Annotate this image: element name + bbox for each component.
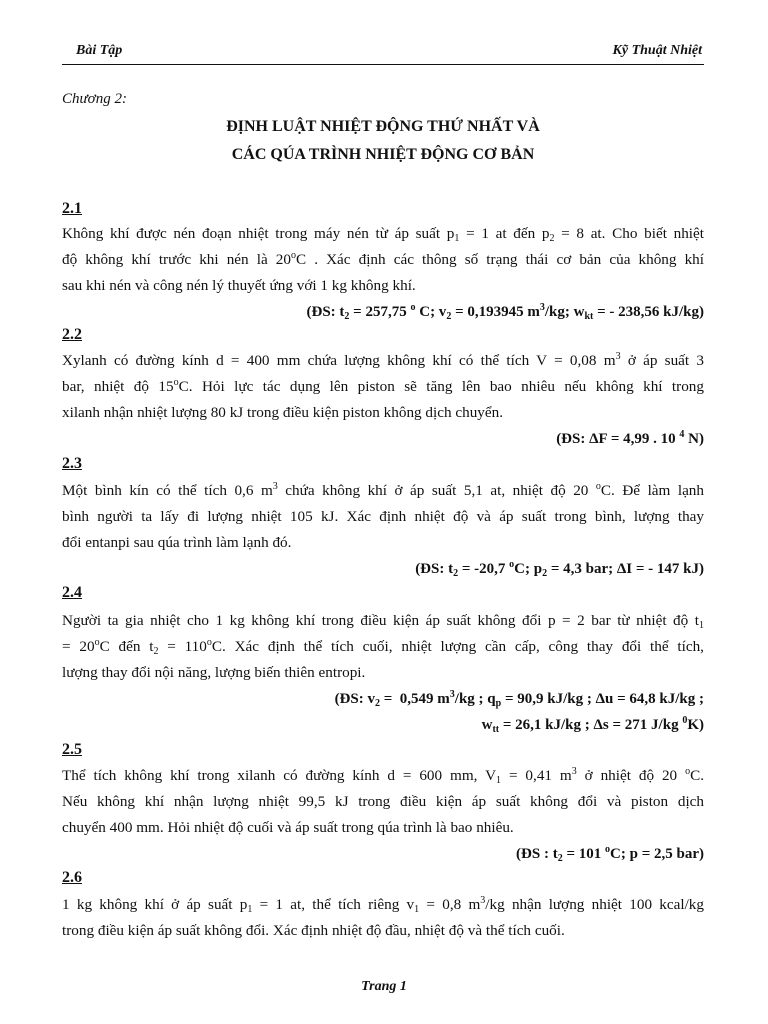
chapter-label: Chương 2: [62, 91, 127, 107]
problem-text-line: bình người ta lấy đi lượng nhiệt 105 kJ. Xác định nhiệt độ và áp suất trong bình, lượng thay [62, 508, 704, 525]
problem-answer: (ĐS: $t_2 = 257,75$ $^o$ C; $v_2 = 0,193945$ $m^3/kg$; $w_{kt}$ = - 238,56 kJ/kg) [306, 302, 704, 322]
problem-text-line: Một bình kín có thể tích 0,6 $m^3$ chứa không khí ở áp suất 5,1 at, nhiệt độ 20 $^o$C. Để làm lạnh [62, 481, 704, 499]
problem-number: 2.1 [62, 200, 82, 217]
problem-text-line: bar, nhiệt độ 15$^o$C. Hỏi lực tác dụng lên piston sẽ tăng lên bao nhiêu nếu không khí trong [62, 377, 704, 395]
problem-answer: (ĐS: $v_2 = 0,549$ $m^3/kg$ ; $q_p = 90,9$ kJ/kg ; Δu = 64,8 kJ/kg ; [334, 689, 704, 709]
chapter-title-line-2: CÁC QÚA TRÌNH NHIỆT ĐỘNG CƠ BẢN [231, 146, 535, 163]
problem-answer: (ĐS: ΔF = 4,99 . 10 $^4$ N) [556, 429, 704, 447]
problem-text-line: Người ta gia nhiệt cho 1 kg không khí trong điều kiện áp suất không đổi p = 2 bar từ nhiệt độ $t_1$ [62, 612, 704, 631]
problem-text-line: đổi entanpi sau qúa trình làm lạnh đó. [62, 534, 292, 551]
problem-text-line: Không khí được nén đoạn nhiệt trong máy nén từ áp suất $p_1 = 1$ at đến $p_2 = 8$ at. Cho biết nhiệt [62, 225, 704, 244]
header-left: Bài Tập [76, 43, 123, 58]
page-header [62, 42, 704, 65]
problem-text-line: xilanh nhận nhiệt lượng 80 kJ trong điều kiện piston không dịch chuyển. [62, 404, 504, 421]
problem-number: 2.4 [62, 584, 82, 601]
problem-text-line: 1 kg không khí ở áp suất $p_1 = 1$ at, thể tích riêng $v_1 = 0,8$ $m^3/kg$ nhận lượng nhiệt 100 kcal/kg [62, 895, 704, 915]
page-footer: Trang 1 [361, 979, 407, 994]
problem-number: 2.2 [62, 326, 82, 343]
chapter-title-line-1: ĐỊNH LUẬT NHIỆT ĐỘNG THỨ NHẤT VÀ [226, 118, 540, 135]
problem-answer: $w_{tt} = 26,1$ kJ/kg ; Δs = 271 J/kg $^0$K) [481, 715, 704, 735]
problem-answer: (ĐS: $t_2 = -20,7$ $^o$C; $p_2 = 4,3$ bar; ΔI = - 147 kJ) [415, 559, 704, 579]
problem-text-line: sau khi nén và công nén lý thuyết ứng với 1 kg không khí. [62, 277, 416, 294]
problem-text-line: độ không khí trước khi nén là 20$^o$C . Xác định các thông số trạng thái cơ bản của không khí [62, 250, 704, 268]
problem-text-line: chuyển 400 mm. Hỏi nhiệt độ cuối và áp suất trong qúa trình là bao nhiêu. [62, 819, 514, 836]
problem-number: 2.5 [62, 741, 82, 758]
header-right: Kỹ Thuật Nhiệt [612, 43, 702, 58]
problem-text-line: Thể tích không khí trong xilanh có đường kính d = 600 mm, $V_1 = 0,41$ $m^3$ ở nhiệt độ 20 $^o$C. [62, 766, 704, 786]
problem-text-line: lượng thay đổi nội năng, lượng biến thiên entropi. [62, 664, 366, 681]
problem-number: 2.6 [62, 869, 82, 886]
problem-text-line: Xylanh có đường kính d = 400 mm chứa lượng không khí có thể tích V = 0,08 $m^3$ ở áp suất 3 [62, 351, 704, 369]
problem-text-line: = $20^oC$ đến $t_2 = 110^oC$. Xác định thể tích cuối, nhiệt lượng cần cấp, công thay đổi thể tích, [62, 637, 704, 657]
problem-text-line: Nếu không khí nhận lượng nhiệt 99,5 kJ trong điều kiện áp suất không đổi và piston dịch [62, 793, 704, 810]
problem-number: 2.3 [62, 455, 82, 472]
problem-text-line: trong điều kiện áp suất không đổi. Xác định nhiệt độ đầu, nhiệt độ và thể tích cuối. [62, 922, 565, 939]
problem-answer: (ĐS : $t_2 = 101$ $^o$C; p = 2,5 bar) [516, 844, 704, 864]
